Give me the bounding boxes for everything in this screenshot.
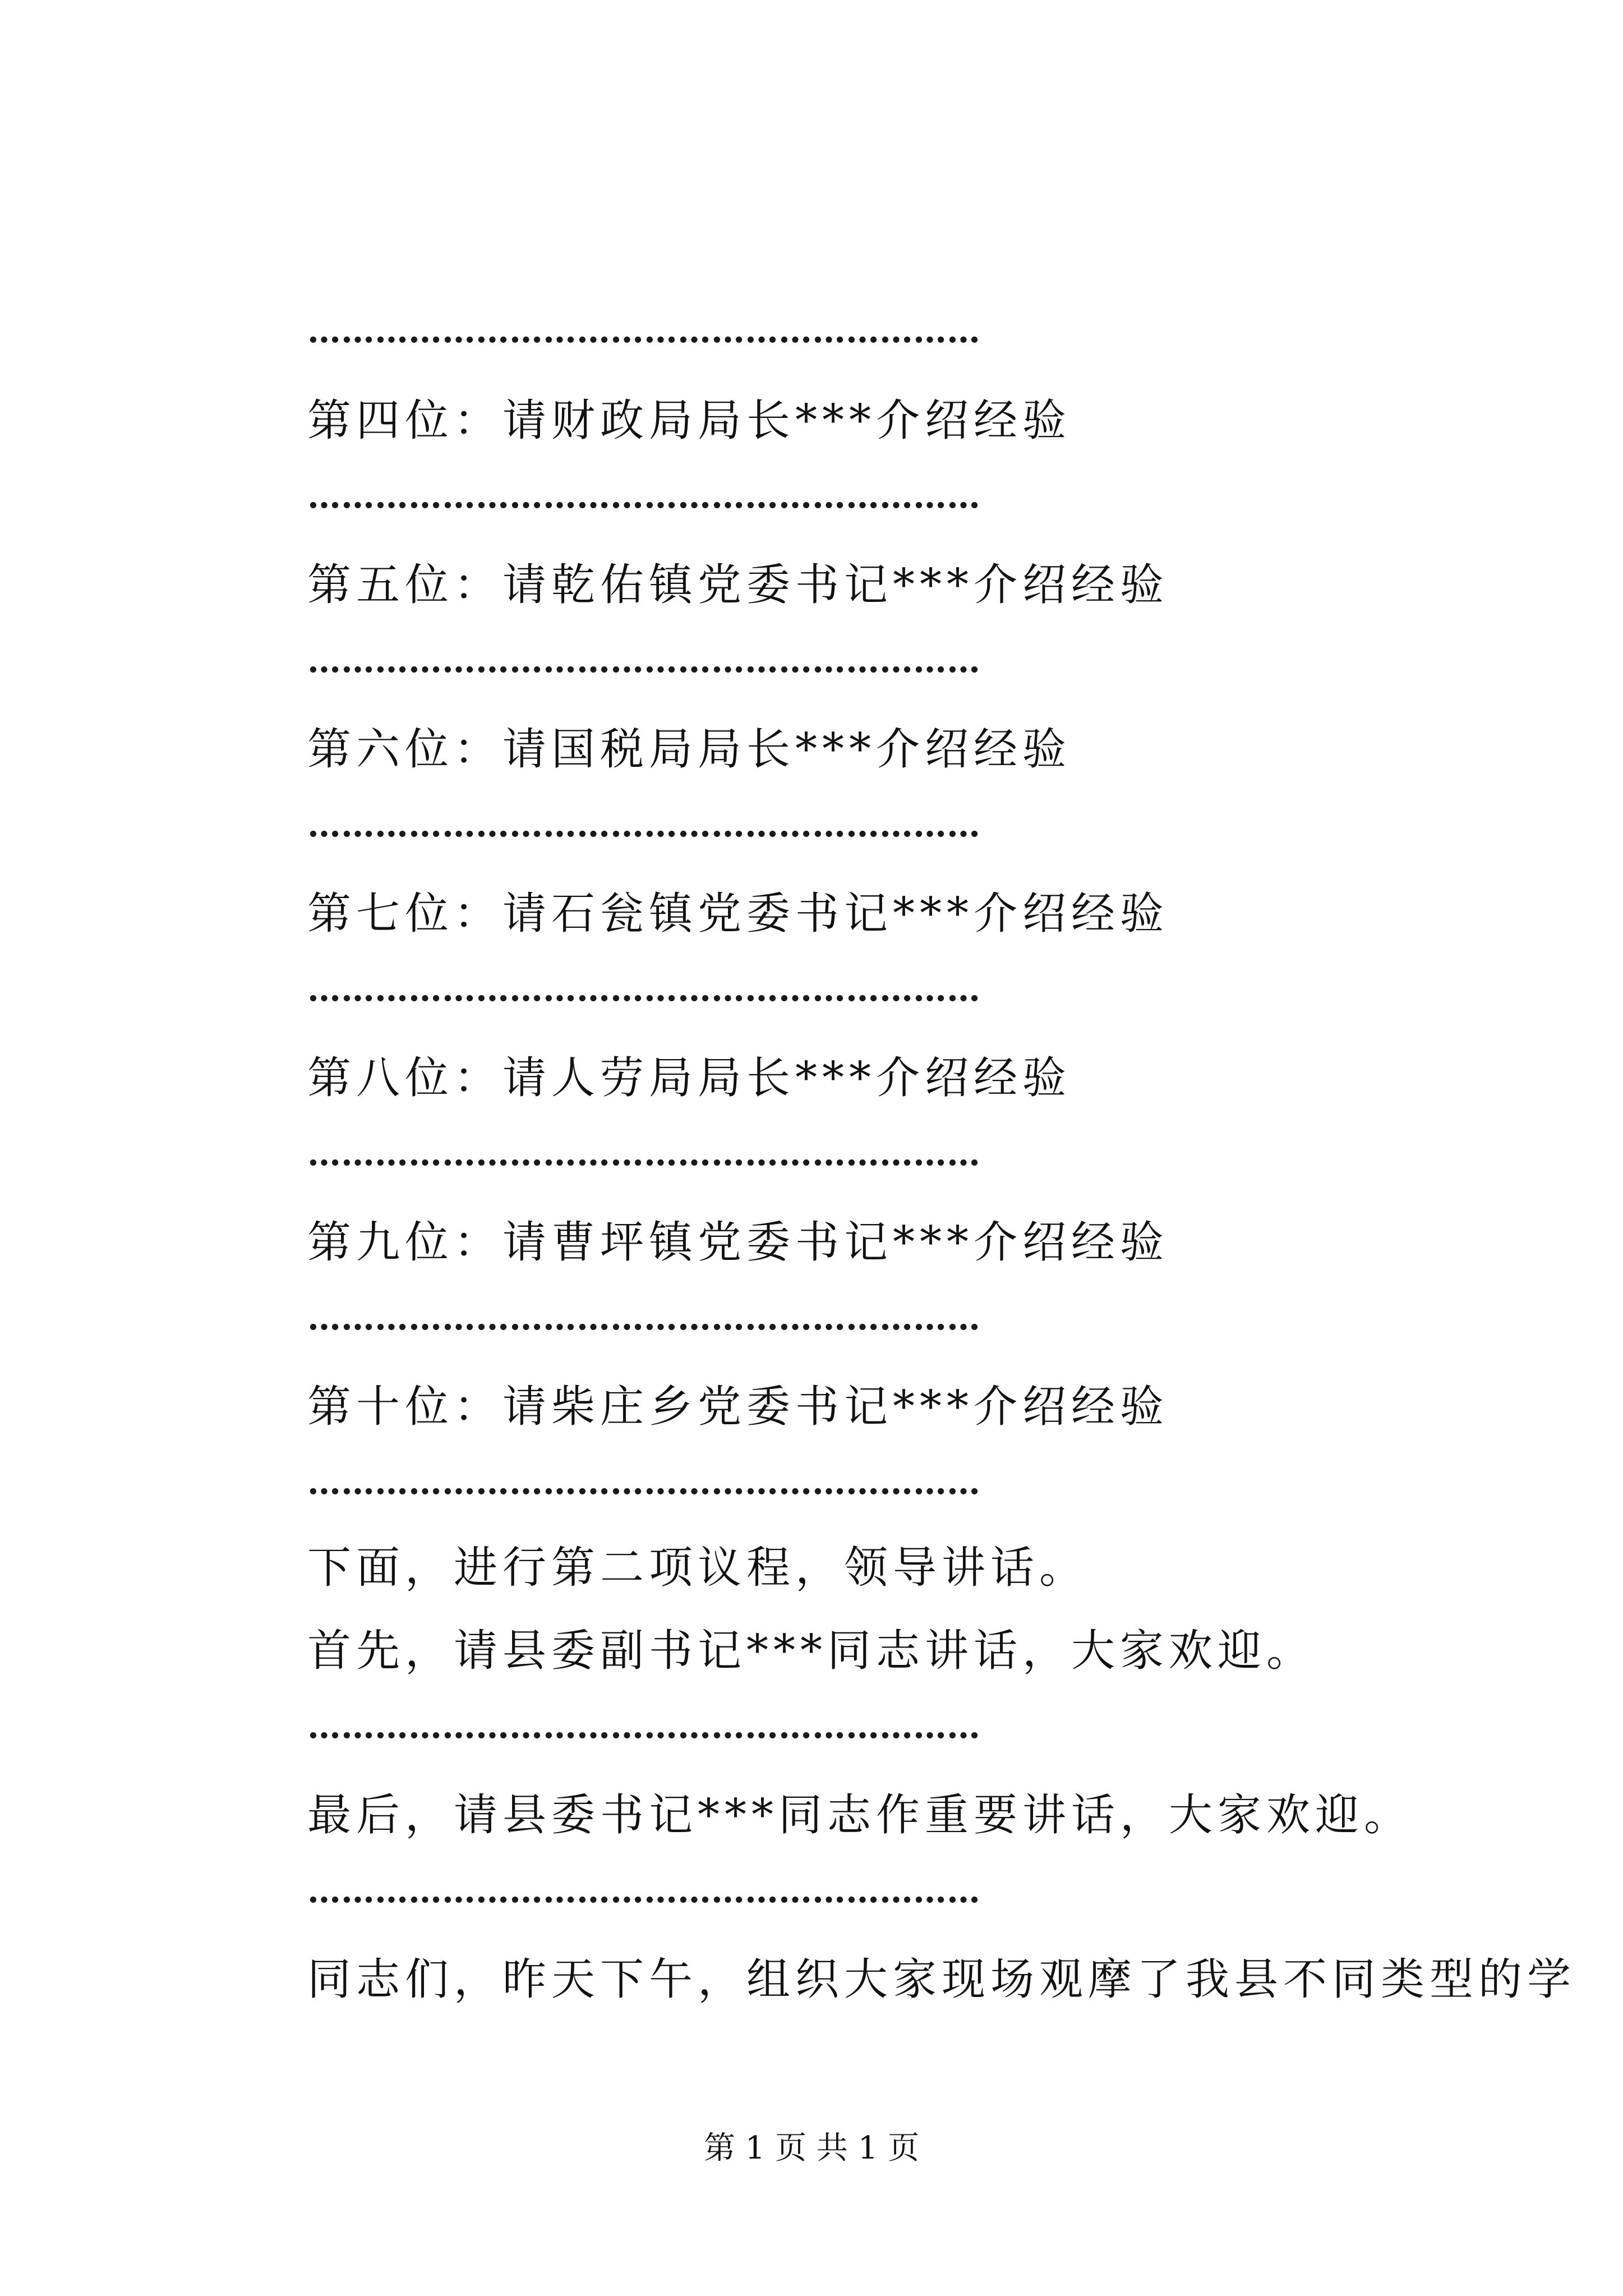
agenda-item-8: 第八位：请人劳局局长***介绍经验 [307,1053,1072,1103]
ellipsis-line: …………………………………………………… [307,1463,980,1502]
agenda-item-7: 第七位：请石瓮镇党委书记***介绍经验 [307,889,1169,939]
speech-deputy-secretary: 首先，请县委副书记***同志讲话，大家欢迎。 [307,1626,1316,1676]
ellipsis-line: …………………………………………………… [307,641,980,680]
ellipsis-line: …………………………………………………… [307,1871,980,1911]
agenda-item-6: 第六位：请国税局局长***介绍经验 [307,724,1072,775]
ellipsis-line: …………………………………………………… [307,806,980,845]
ellipsis-line: …………………………………………………… [307,311,980,351]
agenda-item-4: 第四位：请财政局局长***介绍经验 [307,395,1072,446]
ellipsis-line: …………………………………………………… [307,477,980,516]
page-number-footer: 第 1 页 共 1 页 [703,2130,920,2166]
ellipsis-line: …………………………………………………… [307,1134,980,1174]
agenda-item-5: 第五位：请乾佑镇党委书记***介绍经验 [307,560,1169,610]
agenda-item-10: 第十位：请柴庄乡党委书记***介绍经验 [307,1382,1169,1432]
ellipsis-line: …………………………………………………… [307,1299,980,1338]
ellipsis-line: …………………………………………………… [307,1707,980,1746]
agenda-second-item: 下面，进行第二项议程，领导讲话。 [307,1543,1089,1593]
closing-paragraph-start: 同志们，昨天下午，组织大家现场观摩了我县不同类型的学 [307,1954,1576,2005]
ellipsis-line: …………………………………………………… [307,970,980,1009]
agenda-item-9: 第九位：请曹坪镇党委书记***介绍经验 [307,1217,1169,1268]
speech-secretary: 最后，请县委书记***同志作重要讲话，大家欢迎。 [307,1790,1413,1841]
